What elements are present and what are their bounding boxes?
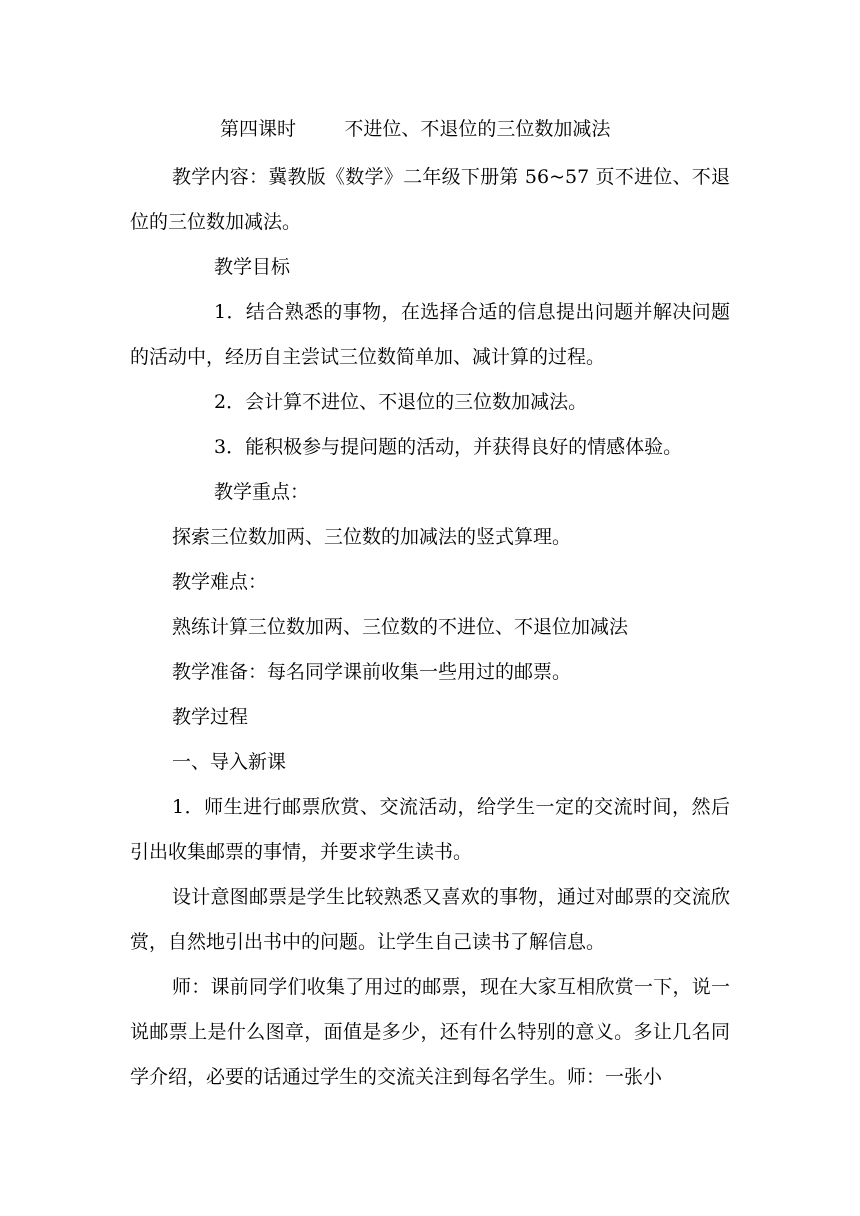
heading-introduction: 一、导入新课 [172,751,287,773]
paragraph-design-intent: 设计意图邮票是学生比较熟悉又喜欢的事物，通过对邮票的交流欣赏，自然地引出书中的问题。让学生自己读书了解信息。 [130,886,730,953]
goal-item-3: 3．能积极参与提问题的活动，并获得良好的情感体验。 [214,436,683,458]
heading-difficulties: 教学难点： [172,571,268,593]
paragraph-preparation: 教学准备：每名同学课前收集一些用过的邮票。 [172,661,572,683]
paragraph-key-points: 探索三位数加两、三位数的加减法的竖式算理。 [172,526,572,548]
paragraph-step-1: 1．师生进行邮票欣赏、交流活动，给学生一定的交流时间，然后引出收集邮票的事情，并要求学生读书。 [130,796,730,863]
paragraph-difficulties: 熟练计算三位数加两、三位数的不进位、不退位加减法 [172,616,629,638]
heading-process: 教学过程 [172,706,249,728]
paragraph-teaching-content: 教学内容：冀教版《数学》二年级下册第 56~57 页不进位、不退位的三位数加减法。 [130,166,730,233]
heading-teaching-goals: 教学目标 [214,256,291,278]
lesson-title: 第四课时 不进位、不退位的三位数加减法 [220,118,611,140]
document-body [130,110,730,1100]
paragraph-teacher-dialogue: 师：课前同学们收集了用过的邮票，现在大家互相欣赏一下，说一说邮票上是什么图章，面值是多少，还有什么特别的意义。多让几名同学介绍，必要的话通过学生的交流关注到每名学生。师：一张小 [130,976,730,1088]
goal-item-2: 2．会计算不进位、不退位的三位数加减法。 [214,391,588,413]
heading-key-points: 教学重点： [214,481,310,503]
goal-item-1: 1．结合熟悉的事物，在选择合适的信息提出问题并解决问题的活动中，经历自主尝试三位数简单加、减计算的过程。 [130,301,730,368]
